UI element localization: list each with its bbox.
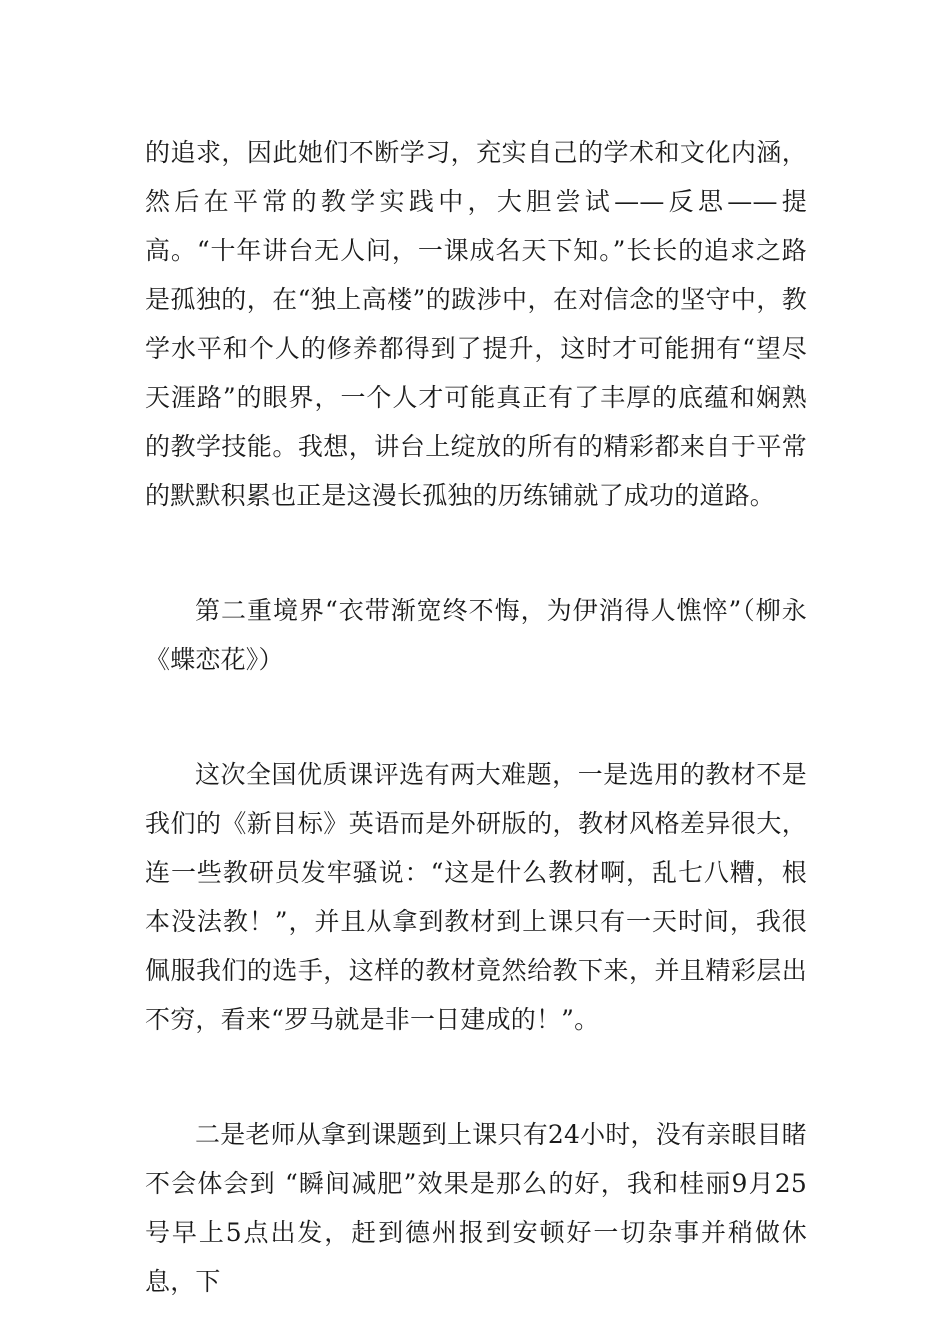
paragraph-body: 二是老师从拿到课题到上课只有24小时，没有亲眼目睹不会体会到 “瞬间减肥”效果是那么的好，我和桂丽9月25号早上5点出发，赶到德州报到安顿好一切杂事并稍做休息，下 — [145, 1120, 807, 1296]
paragraph-section-heading: 第二重境界“衣带渐宽终不悔，为伊消得人憔悴”（柳永《蝶恋花》） — [145, 596, 807, 674]
paragraph-continuation: 的追求，因此她们不断学习，充实自己的学术和文化内涵，然后在平常的教学实践中，大胆尝试——反思——提高。“十年讲台无人问，一课成名天下知。”长长的追求之路是孤独的，在“独上高楼”的跋涉中，在对信念的坚守中，教学水平和个人的修养都得到了提升，这时才可能拥有“望尽天涯路”的眼界，一个人才可能真正有了丰厚的底蕴和娴熟的教学技能。我想，讲台上绽放的所有的精彩都来自于平常的默默积累也正是这漫长孤独的历练铺就了成功的道路。 — [145, 138, 807, 510]
document-page — [145, 128, 807, 1306]
paragraph-body: 这次全国优质课评选有两大难题，一是选用的教材不是我们的《新目标》英语而是外研版的，教材风格差异很大，连一些教研员发牢骚说：“这是什么教材啊，乱七八糟，根本没法教！”，并且从拿到教材到上课只有一天时间，我很佩服我们的选手，这样的教材竟然给教下来，并且精彩层出不穷，看来“罗马就是非一日建成的！”。 — [145, 760, 807, 1034]
